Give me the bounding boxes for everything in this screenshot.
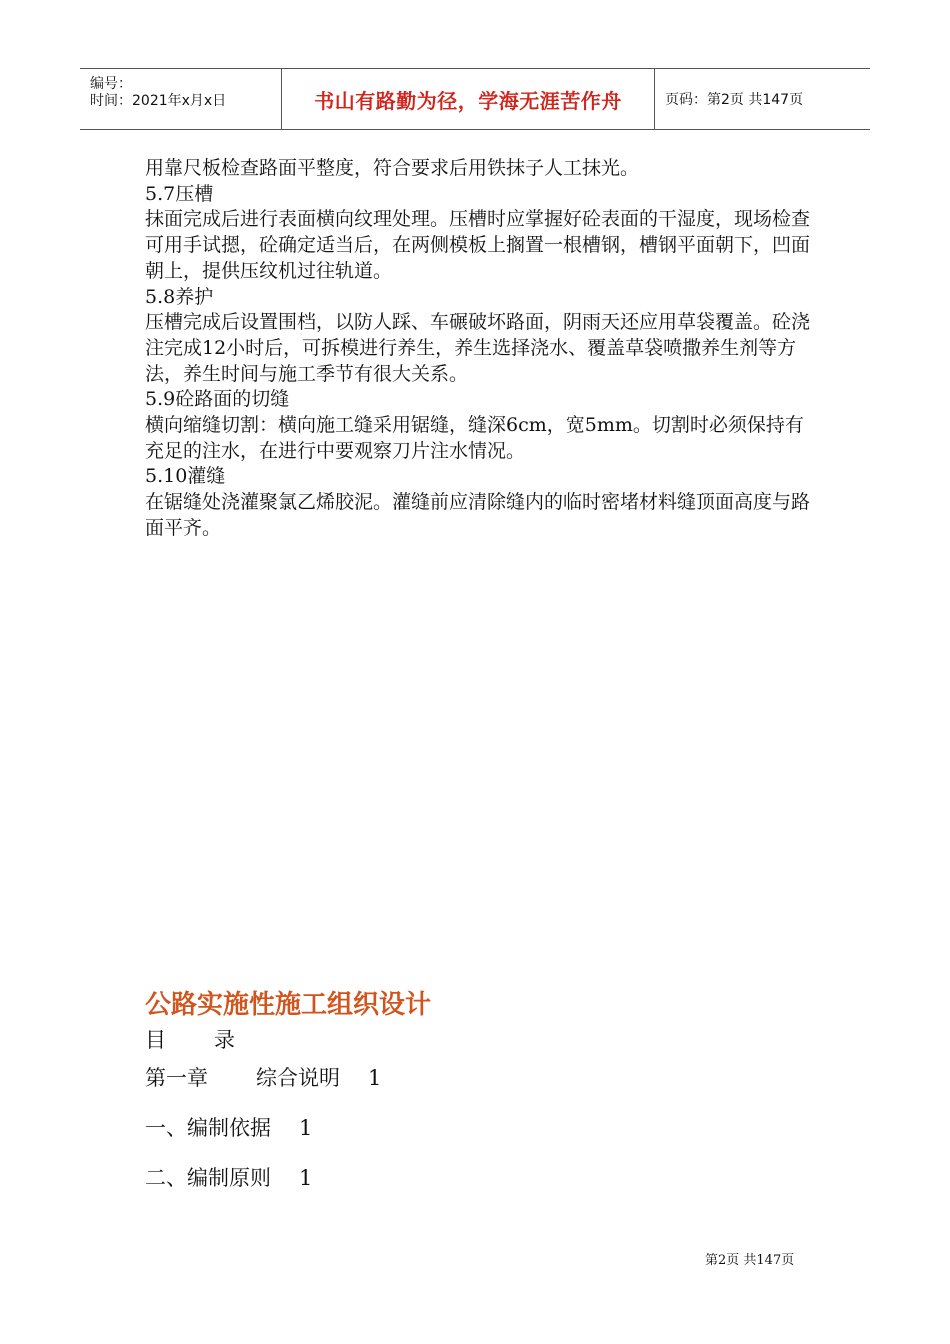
toc-entry-title: 一、编制依据: [145, 1116, 271, 1140]
toc-entry-page: 1: [299, 1116, 313, 1140]
toc-heading-b: 录: [214, 1028, 235, 1052]
section-heading: 5.10灌缝: [145, 465, 226, 488]
section-heading: 5.8养护: [145, 285, 214, 308]
header-meta-cell: [80, 69, 282, 129]
toc-entry-prefix: 第一章: [145, 1066, 208, 1090]
toc-entry[interactable]: [145, 1062, 381, 1092]
time-label: 时间：2021年x月x日: [90, 93, 227, 109]
paragraph: 用靠尺板检查路面平整度，符合要求后用铁抹子人工抹光。: [145, 157, 640, 179]
page-header: [80, 68, 870, 130]
header-page-cell: [655, 69, 870, 129]
toc-entry-title: 二、编制原则: [145, 1166, 271, 1190]
paragraph: 在锯缝处浇灌聚氯乙烯胶泥。灌缝前应清除缝内的临时密堵材料缝顶面高度与路面平齐。: [145, 491, 811, 539]
toc-entry-title: 综合说明: [256, 1066, 340, 1090]
header-page-info: 页码：第2页 共147页: [665, 92, 804, 108]
document-title: 公路实施性施工组织设计: [145, 990, 432, 1020]
section-heading: 5.7压槽: [145, 182, 214, 205]
page-footer: 第2页 共147页: [705, 1253, 795, 1268]
paragraph: 横向缩缝切割：横向施工缝采用锯缝，缝深6cm，宽5mm。切割时必须保持有充足的注水，在进行中要观察刀片注水情况。: [145, 414, 804, 462]
toc-heading-a: 目: [145, 1028, 166, 1052]
toc-entry-page: 1: [299, 1166, 313, 1190]
body-text: [145, 156, 815, 542]
number-label: 编号：: [90, 76, 132, 92]
toc-entry-page: 1: [368, 1066, 382, 1090]
paragraph: 压槽完成后设置围档，以防人踩、车碾破坏路面，阴雨天还应用草袋覆盖。砼浇注完成12小时后，可拆模进行养生，养生选择浇水、覆盖草袋喷撒养生剂等方法，养生时间与施工季节有很大关系。: [145, 311, 811, 385]
section-heading: 5.9砼路面的切缝: [145, 388, 290, 411]
toc-entry[interactable]: [145, 1112, 312, 1142]
paragraph: 抹面完成后进行表面横向纹理处理。压槽时应掌握好砼表面的干湿度，现场检查可用手试摁，砼确定适当后，在两侧模板上搁置一根槽钢，槽钢平面朝下，凹面朝上，提供压纹机过往轨道。: [145, 208, 811, 282]
motto-text: 书山有路勤为径，学海无涯苦作舟: [314, 88, 622, 113]
toc-heading: [145, 1024, 235, 1054]
header-motto-cell: [282, 69, 655, 129]
toc-entry[interactable]: [145, 1162, 312, 1192]
